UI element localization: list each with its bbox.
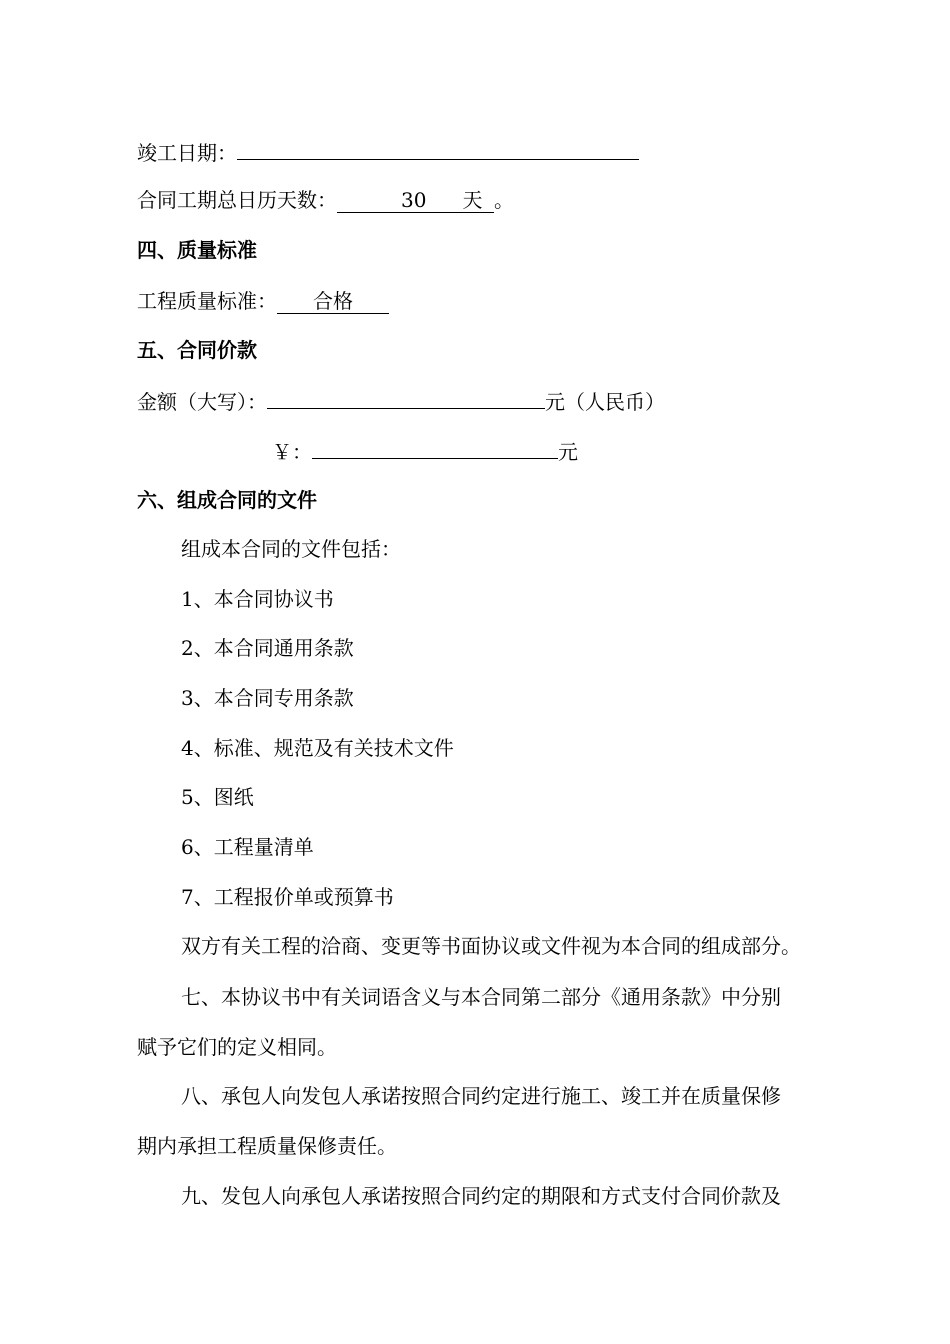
amount-number-label: ￥： bbox=[272, 440, 312, 464]
section-6-heading: 六、组成合同的文件 bbox=[137, 488, 317, 512]
amount-blank bbox=[267, 386, 545, 409]
section-7-line-2: 赋予它们的定义相同。 bbox=[137, 1035, 337, 1059]
document-list-item: 2、本合同通用条款 bbox=[181, 636, 354, 660]
section-4-heading: 四、质量标准 bbox=[137, 238, 257, 262]
quality-value: 合格 bbox=[313, 289, 353, 313]
quality-line bbox=[137, 287, 389, 315]
duration-value: 30 bbox=[401, 188, 427, 212]
document-list-item: 4、标准、规范及有关技术文件 bbox=[181, 736, 454, 760]
section-7-line-1: 七、本协议书中有关词语含义与本合同第二部分《通用条款》中分别 bbox=[181, 985, 781, 1009]
completion-date-blank bbox=[237, 137, 639, 160]
document-list-item: 5、图纸 bbox=[181, 785, 254, 809]
duration-end: 。 bbox=[494, 188, 514, 212]
section-8-line-2: 期内承担工程质量保修责任。 bbox=[137, 1134, 397, 1158]
section-5-heading: 五、合同价款 bbox=[137, 338, 257, 362]
document-list-item: 3、本合同专用条款 bbox=[181, 686, 354, 710]
quality-label: 工程质量标准： bbox=[137, 289, 277, 313]
section-8-line-1: 八、承包人向发包人承诺按照合同约定进行施工、竣工并在质量保修 bbox=[181, 1084, 781, 1108]
amount-suffix: 元（人民币） bbox=[545, 390, 665, 414]
section-6-intro: 组成本合同的文件包括： bbox=[181, 537, 401, 561]
duration-field bbox=[337, 188, 494, 213]
duration-label: 合同工期总日历天数： bbox=[137, 188, 337, 212]
duration-unit: 天 bbox=[462, 188, 483, 212]
document-list-item: 6、工程量清单 bbox=[181, 835, 314, 859]
completion-date-label: 竣工日期： bbox=[137, 141, 237, 165]
amount-number-suffix: 元 bbox=[558, 440, 578, 464]
amount-label: 金额（大写）： bbox=[137, 390, 267, 414]
quality-field bbox=[277, 289, 389, 314]
section-6-note: 双方有关工程的洽商、变更等书面协议或文件视为本合同的组成部分。 bbox=[181, 934, 801, 958]
amount-number-blank bbox=[312, 436, 558, 459]
amount-number-line bbox=[272, 436, 578, 466]
document-list-item: 7、工程报价单或预算书 bbox=[181, 885, 394, 909]
amount-line bbox=[137, 386, 665, 416]
section-9-line-1: 九、发包人向承包人承诺按照合同约定的期限和方式支付合同价款及 bbox=[181, 1184, 781, 1208]
document-list-item: 1、本合同协议书 bbox=[181, 587, 334, 611]
completion-date-line bbox=[137, 137, 639, 167]
duration-line bbox=[137, 186, 514, 214]
